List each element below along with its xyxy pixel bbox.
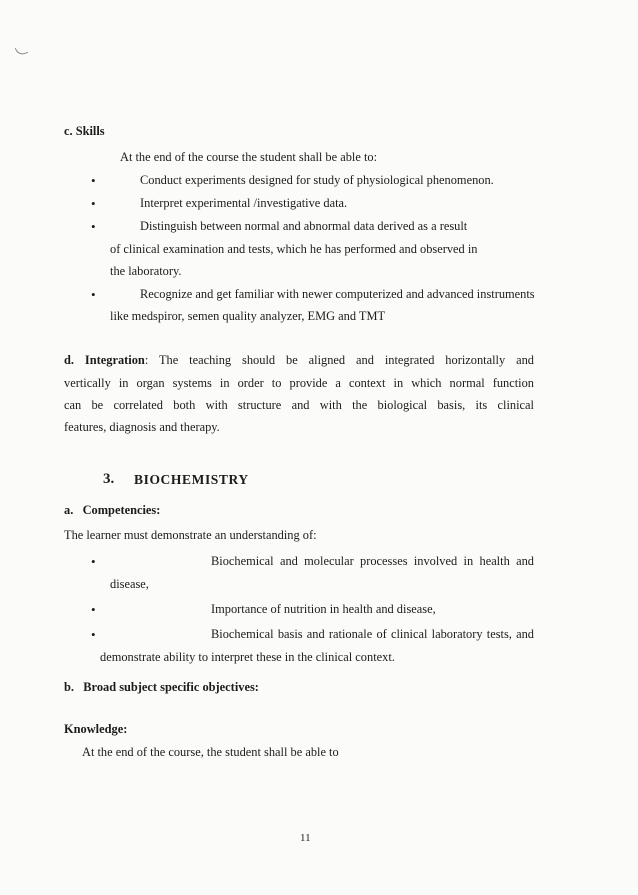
bullet-icon: • — [91, 627, 96, 642]
integration-line-2: vertically in organ systems in order to provide a context in which normal function — [64, 376, 534, 390]
competency-item-1-line-2: disease, — [110, 577, 149, 591]
bullet-icon: • — [91, 196, 96, 211]
skills-item-1: Conduct experiments designed for study of physiological phenomenon. — [140, 173, 494, 187]
bullet-icon: • — [91, 219, 96, 234]
competencies-heading: a. Competencies: — [64, 503, 161, 517]
integration-paragraph — [64, 353, 534, 368]
knowledge-intro: At the end of the course, the student shall be able to — [82, 745, 339, 759]
section-number: 3. — [103, 471, 115, 487]
bullet-icon: • — [91, 173, 96, 188]
skills-item-2: Interpret experimental /investigative data. — [140, 196, 348, 210]
objectives-heading: b. Broad subject specific objectives: — [64, 680, 259, 694]
scan-mark-icon — [15, 44, 28, 56]
skills-item-3-line-1: Distinguish between normal and abnormal data derived as a result — [140, 219, 468, 233]
skills-item-4-line-1: Recognize and get familiar with newer computerized and advanced instruments — [140, 287, 535, 301]
skills-intro: At the end of the course the student shall be able to: — [120, 150, 378, 164]
bullet-icon: • — [91, 602, 96, 617]
skills-item-3-line-2: of clinical examination and tests, which he has performed and observed in — [110, 242, 478, 256]
skills-item-3-line-3: the laboratory. — [110, 264, 182, 278]
bullet-icon: • — [91, 287, 96, 302]
integration-line-4: features, diagnosis and therapy. — [64, 420, 220, 434]
section-title: BIOCHEMISTRY — [134, 472, 249, 487]
knowledge-heading: Knowledge: — [64, 722, 128, 736]
competency-item-3-line-2: demonstrate ability to interpret these in the clinical context. — [100, 650, 395, 664]
competencies-intro: The learner must demonstrate an understanding of: — [64, 528, 317, 542]
integration-label: d. Integration — [64, 353, 145, 367]
integration-line-1: : The teaching should be aligned and integrated horizontally and — [144, 353, 534, 367]
bullet-icon: • — [91, 554, 96, 569]
competency-item-3-line-1: Biochemical basis and rationale of clinical laboratory tests, and — [211, 627, 534, 641]
competency-item-1-line-1: Biochemical and molecular processes involved in health and — [211, 554, 534, 568]
skills-item-4-line-2: like medspiror, semen quality analyzer, EMG and TMT — [110, 309, 386, 323]
integration-line-3: can be correlated both with structure and with the biological basis, its clinical — [64, 398, 534, 412]
competency-item-2: Importance of nutrition in health and disease, — [211, 602, 436, 616]
skills-heading: c. Skills — [64, 124, 105, 138]
page-number: 11 — [300, 832, 311, 844]
